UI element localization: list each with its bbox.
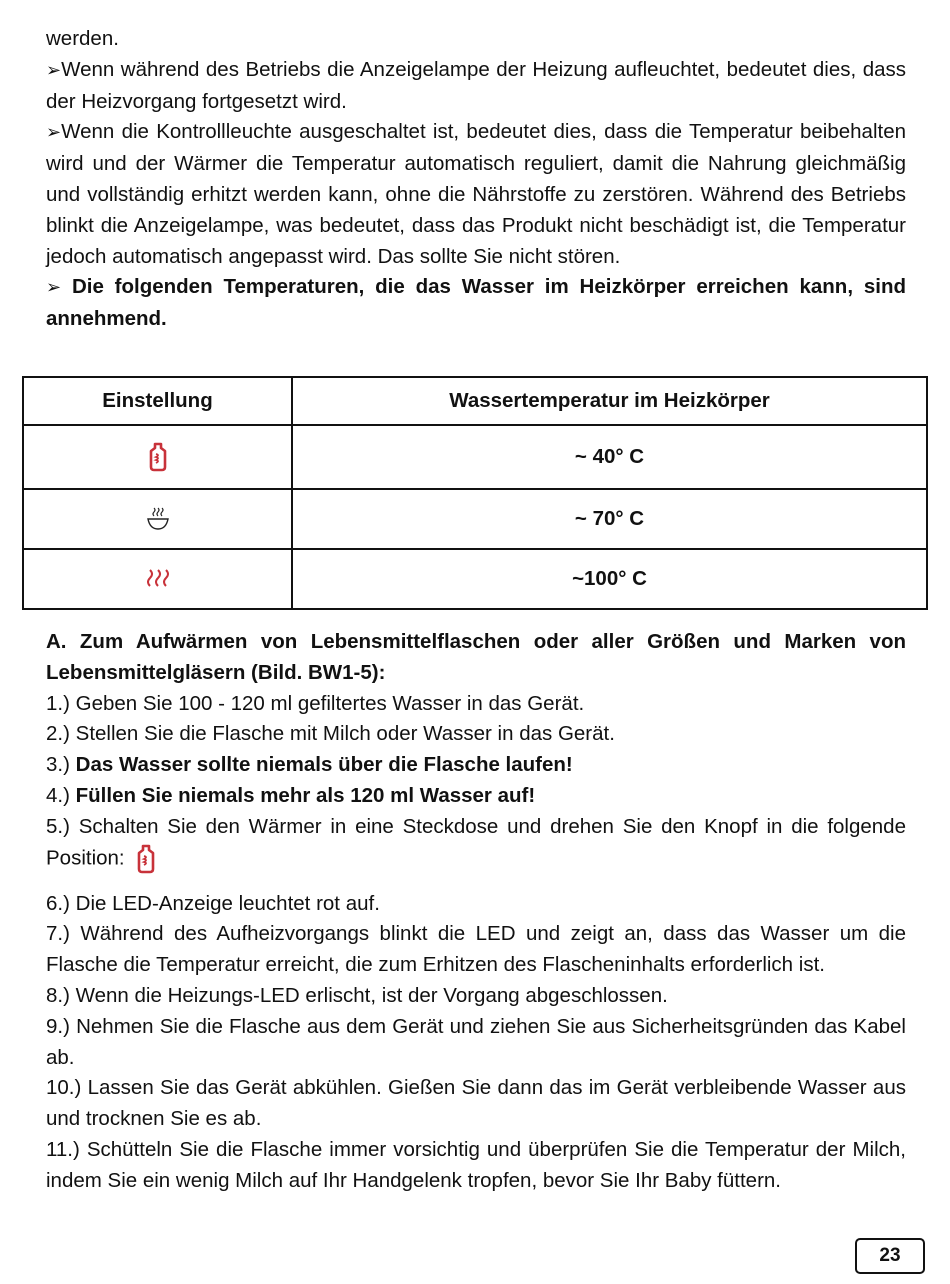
table-header-row xyxy=(23,377,927,425)
list-item: 8.) Wenn die Heizungs-LED erlischt, ist der Vorgang abgeschlossen. xyxy=(46,983,668,1007)
temperature-table xyxy=(22,376,928,610)
section-a xyxy=(46,627,906,1197)
section-a-heading: A. Zum Aufwärmen von Lebensmittelflaschen oder aller Größen und Marken von Lebensmittelgläsern (Bild. BW1-5): xyxy=(46,630,906,684)
list-item: 4.) Füllen Sie niemals mehr als 120 ml Wasser auf! xyxy=(46,783,536,807)
bottle-icon xyxy=(147,442,169,472)
arrow-bullet-icon: ➢ xyxy=(46,122,62,144)
setting-cell xyxy=(23,425,292,489)
list-item: 3.) Das Wasser sollte niemals über die Flasche laufen! xyxy=(46,753,573,777)
continued-text: werden. xyxy=(46,27,119,50)
page-number: 23 xyxy=(855,1238,925,1274)
table-row xyxy=(23,489,927,549)
list-item: 5.) Schalten Sie den Wärmer in eine Steckdose und drehen Sie den Knopf in die folgende Position: xyxy=(46,812,906,875)
arrow-bullet-icon: ➢ xyxy=(46,277,62,299)
list-item: 11.) Schütteln Sie die Flasche immer vorsichtig und überprüfen Sie die Temperatur der Milch, indem Sie ein wenig Milch auf Ihr Handgelenk tropfen, bevor Sie Ihr Baby füttern. xyxy=(46,1137,906,1192)
table-row xyxy=(23,425,927,489)
paragraph-heater-light-on: ➢Wenn während des Betriebs die Anzeigelampe der Heizung aufleuchtet, bedeutet dies, dass der Heizvorgang fortgesetzt wird. xyxy=(46,57,906,113)
intro-block xyxy=(46,24,906,335)
arrow-bullet-icon: ➢ xyxy=(46,59,62,81)
setting-cell xyxy=(23,549,292,609)
temperature-cell: ~ 40° C xyxy=(292,425,927,489)
paragraph-heater-light-off: ➢Wenn die Kontrollleuchte ausgeschaltet ist, bedeutet dies, dass die Temperatur beibehalten wird und der Wärmer die Temperatur automatisch reguliert, damit die Nahrung gleichmäßig und vollständig erhitzt werden kann, ohne die Nährstoffe zu zerstören. Während des Betriebs blinkt die Anzeigelampe, was bedeutet, dass das Produkt nicht beschädigt ist, die Temperatur jedoch automatisch angepasst wird. Das sollte Sie nicht stören. xyxy=(46,120,906,268)
paragraph-temperatures-intro: ➢ Die folgenden Temperaturen, die das Wasser im Heizkörper erreichen kann, sind annehmend. xyxy=(46,275,906,331)
list-item: 9.) Nehmen Sie die Flasche aus dem Gerät und ziehen Sie aus Sicherheitsgründen das Kabel ab. xyxy=(46,1014,906,1069)
list-item: 7.) Während des Aufheizvorgangs blinkt die LED und zeigt an, dass das Wasser um die Flasche die Temperatur erreicht, die zum Erhitzen des Flascheninhalts erforderlich ist. xyxy=(46,922,906,977)
list-item: 10.) Lassen Sie das Gerät abkühlen. Gießen Sie dann das im Gerät verbleibende Wasser aus und trocknen Sie es ab. xyxy=(46,1076,906,1131)
steaming-bowl-icon xyxy=(145,506,171,532)
list-item: 1.) Geben Sie 100 - 120 ml gefiltertes Wasser in das Gerät. xyxy=(46,691,585,715)
table-row xyxy=(23,549,927,609)
bottle-icon xyxy=(135,843,157,875)
list-item: 2.) Stellen Sie die Flasche mit Milch oder Wasser in das Gerät. xyxy=(46,722,615,746)
temperature-cell: ~ 70° C xyxy=(292,489,927,549)
header-setting: Einstellung xyxy=(23,377,292,425)
temperature-cell: ~100° C xyxy=(292,549,927,609)
heat-waves-icon xyxy=(144,568,172,590)
header-water-temperature: Wassertemperatur im Heizkörper xyxy=(292,377,927,425)
list-item: 6.) Die LED-Anzeige leuchtet rot auf. xyxy=(46,891,380,915)
setting-cell xyxy=(23,489,292,549)
